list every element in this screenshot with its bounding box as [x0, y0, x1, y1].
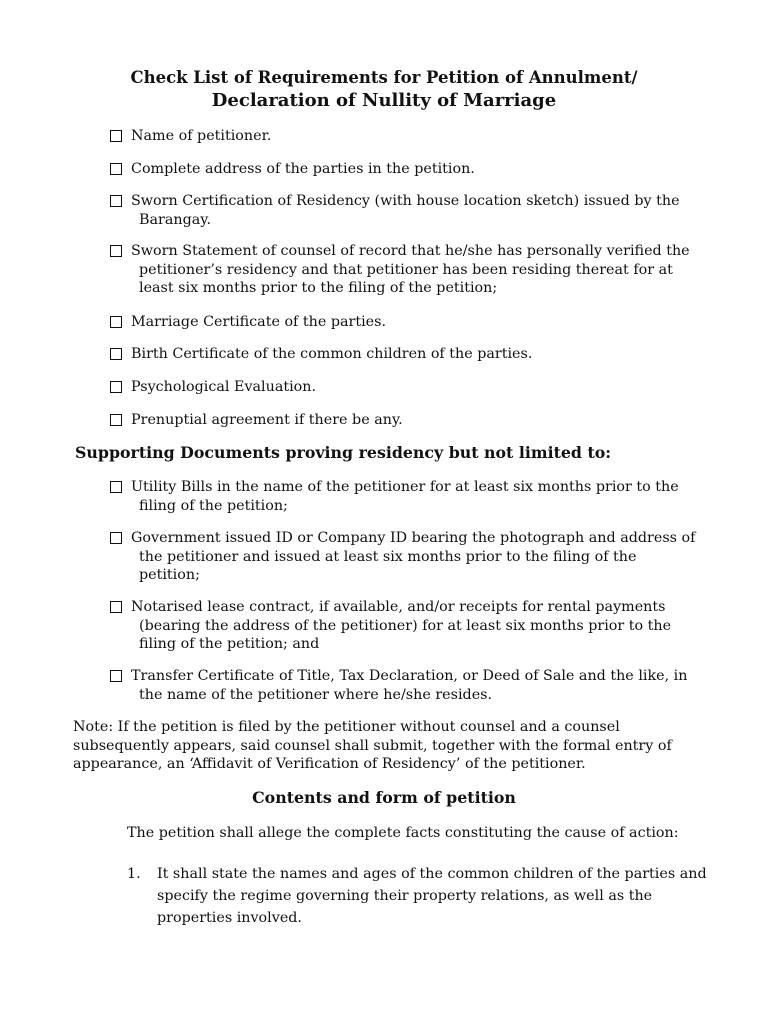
supporting-document-item — [110, 667, 700, 704]
contents-intro: The petition shall allege the complete facts constituting the cause of action: — [127, 825, 679, 841]
checkbox-icon[interactable] — [110, 316, 122, 328]
requirement-text: Psychological Evaluation. — [131, 379, 317, 395]
checkbox-icon[interactable] — [110, 195, 122, 207]
requirement-text: Sworn Statement of counsel of record that he/she has personally verified the petitioner’s residency and that petitioner has been residing thereat for at least six months prior to the filing of the petition; — [131, 243, 690, 296]
requirement-item — [110, 242, 700, 298]
requirement-text: Birth Certificate of the common children of the parties. — [131, 346, 533, 362]
list-number: 1. — [127, 866, 141, 882]
supporting-document-text: Transfer Certificate of Title, Tax Declaration, or Deed of Sale and the like, in the name of the petitioner where he/she resides. — [131, 668, 688, 703]
supporting-document-text: Government issued ID or Company ID bearing the photograph and address of the petitioner and issued at least six months prior to the filing of the petition; — [131, 530, 696, 583]
document-title-line-2: Declaration of Nullity of Marriage — [211, 90, 557, 111]
requirement-text: Complete address of the parties in the petition. — [131, 161, 475, 177]
requirement-item — [110, 313, 700, 332]
requirement-item — [110, 411, 700, 430]
checkbox-icon[interactable] — [110, 163, 122, 175]
checkbox-icon[interactable] — [110, 414, 122, 426]
checkbox-icon[interactable] — [110, 670, 122, 682]
requirement-item — [110, 192, 700, 229]
checkbox-icon[interactable] — [110, 381, 122, 393]
supporting-document-item — [110, 598, 700, 654]
requirement-text: Name of petitioner. — [131, 128, 272, 144]
requirement-text: Sworn Certification of Residency (with house location sketch) issued by the Barangay. — [131, 193, 680, 228]
contents-heading: Contents and form of petition — [252, 788, 516, 807]
checkbox-icon[interactable] — [110, 130, 122, 142]
checkbox-icon[interactable] — [110, 348, 122, 360]
requirement-text: Marriage Certificate of the parties. — [131, 314, 387, 330]
supporting-document-text: Notarised lease contract, if available, and/or receipts for rental payments (bearing the address of the petitioner) for at least six months prior to the filing of the petition; and — [131, 599, 672, 652]
supporting-document-item — [110, 478, 700, 515]
document-title-line-1: Check List of Requirements for Petition of Annulment/ — [130, 68, 638, 87]
numbered-list-item — [127, 863, 707, 929]
checkbox-icon[interactable] — [110, 245, 122, 257]
requirement-item — [110, 345, 700, 364]
supporting-document-text: Utility Bills in the name of the petitioner for at least six months prior to the filing of the petition; — [131, 479, 679, 514]
checkbox-icon[interactable] — [110, 532, 122, 544]
supporting-document-item — [110, 529, 700, 585]
supporting-documents-heading: Supporting Documents proving residency but not limited to: — [75, 443, 612, 462]
residency-note: Note: If the petition is filed by the petitioner without counsel and a counsel subsequently appears, said counsel shall submit, together with the formal entry of appearance, an ‘Affidavit of Verification of Residency’ of the petitioner. — [73, 719, 672, 772]
requirement-item — [110, 378, 700, 397]
requirement-item — [110, 160, 700, 179]
requirement-item — [110, 127, 700, 146]
requirement-text: Prenuptial agreement if there be any. — [131, 412, 403, 428]
list-item-text: It shall state the names and ages of the common children of the parties and specify the regime governing their property relations, as well as the properties involved. — [157, 866, 707, 926]
checkbox-icon[interactable] — [110, 601, 122, 613]
checkbox-icon[interactable] — [110, 481, 122, 493]
